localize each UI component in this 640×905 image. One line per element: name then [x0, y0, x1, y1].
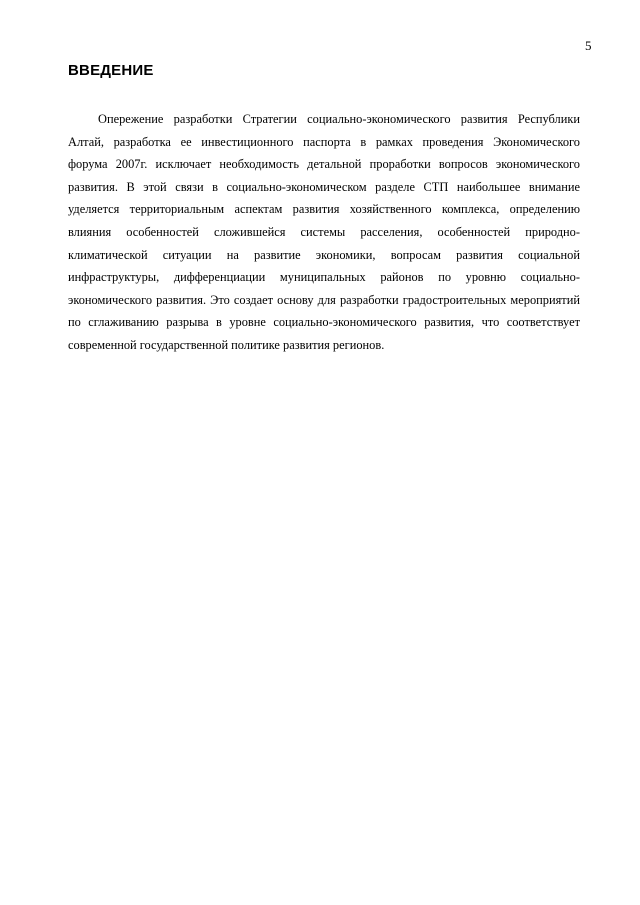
paragraph-line: Алтай, разработка ее инвестиционного паспорта в рамках проведения Экономического [68, 134, 580, 149]
paragraph-line: по сглаживанию разрыва в уровне социально-экономического развития, что соответствует [68, 315, 580, 330]
intro-paragraph [68, 108, 580, 357]
paragraph-line: экономического развития. Это создает основу для разработки градостроительных мероприятий [68, 292, 580, 307]
section-heading: ВВЕДЕНИЕ [68, 62, 154, 79]
page-number: 5 [585, 38, 592, 53]
paragraph-line: инфраструктуры, дифференциации муниципальных районов по уровню социально- [68, 270, 580, 285]
paragraph-line: Опережение разработки Стратегии социально-экономического развития Республики [98, 112, 580, 126]
paragraph-line: современной государственной политике развития регионов. [68, 337, 385, 352]
paragraph-line: форума 2007г. исключает необходимость детальной проработки вопросов экономического [68, 157, 580, 172]
paragraph-line: влияния особенностей сложившейся системы расселения, особенностей природно- [68, 224, 580, 239]
paragraph-line: климатической ситуации на развитие экономики, вопросам развития социальной [68, 247, 580, 262]
paragraph-line: развития. В этой связи в социально-экономическом разделе СТП наибольшее внимание [68, 179, 580, 194]
paragraph-line: уделяется территориальным аспектам развития хозяйственного комплекса, определению [68, 202, 580, 217]
